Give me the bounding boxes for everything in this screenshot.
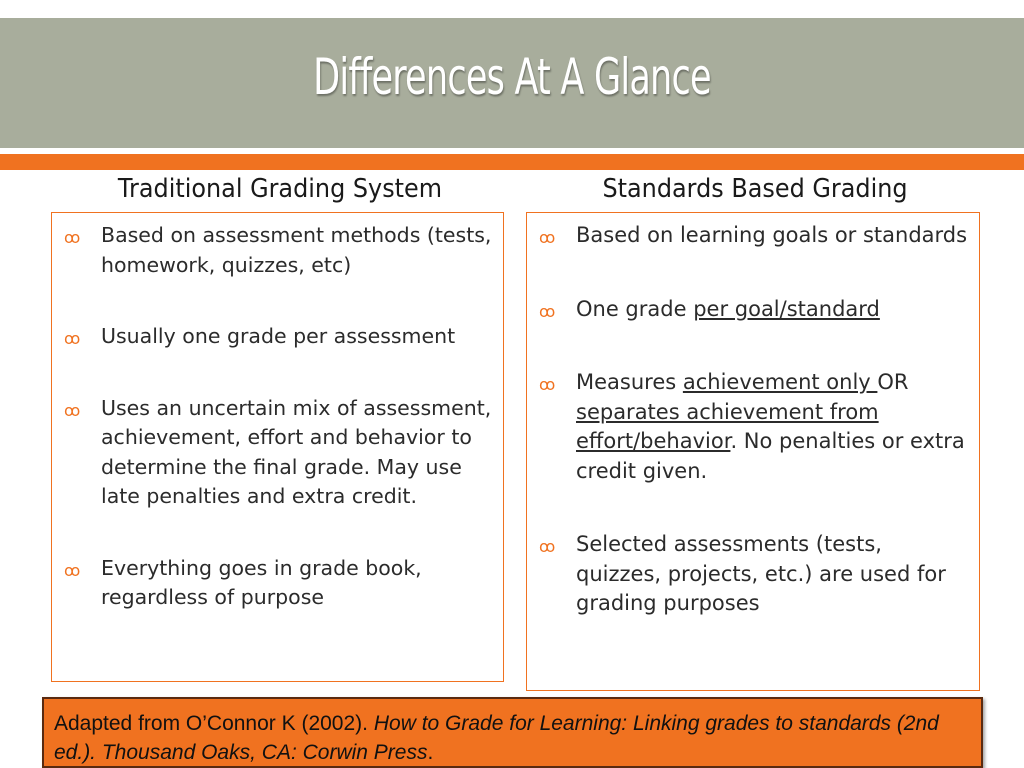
bullet-icon: ꝏ	[64, 400, 81, 420]
bullet-text: Usually one grade per assessment	[101, 324, 456, 348]
list-item	[64, 322, 495, 352]
bullet-text: Based on assessment methods (tests, homework, quizzes, etc)	[101, 223, 492, 277]
list-item	[539, 530, 971, 619]
bullet-text-suffix: . No penalties or extra credit given.	[576, 429, 965, 483]
left-column-heading: Traditional Grading System	[117, 174, 443, 204]
spacer	[64, 512, 495, 554]
citation-suffix: .	[427, 741, 434, 764]
spacer	[539, 324, 971, 368]
citation-prefix: Adapted from O’Connor K (2002).	[54, 712, 374, 735]
traditional-bullet-list	[64, 221, 495, 613]
bullet-icon: ꝏ	[64, 560, 81, 580]
bullet-icon: ꝏ	[539, 537, 556, 556]
list-item	[539, 295, 971, 325]
right-column-heading: Standards Based Grading	[602, 174, 908, 204]
bullet-text-prefix: Measures	[576, 370, 683, 394]
spacer	[64, 280, 495, 322]
bullet-icon: ꝏ	[539, 228, 556, 247]
citation-title: How to Grade for Learning: Linking grades to standards (2nd ed.). Thousand Oaks, CA: Corwin Press	[54, 712, 939, 764]
bullet-icon: ꝏ	[64, 228, 81, 247]
list-item	[539, 221, 971, 251]
bullet-text: Based on learning goals or standards	[576, 223, 968, 247]
list-item	[64, 554, 495, 613]
bullet-icon: ꝏ	[539, 301, 556, 321]
bullet-text-prefix: One grade	[576, 296, 694, 321]
list-item	[539, 368, 971, 486]
standards-grading-box	[526, 212, 980, 691]
bullet-text-mid: OR	[877, 370, 909, 394]
bullet-icon: ꝏ	[539, 375, 556, 394]
citation-box	[42, 697, 983, 768]
spacer	[64, 352, 495, 394]
traditional-grading-box	[51, 212, 504, 682]
divider-stripe-orange	[0, 154, 1024, 170]
underlined-text: achievement only	[682, 370, 878, 394]
spacer	[539, 251, 971, 295]
bullet-text: Selected assessments (tests, quizzes, projects, etc.) are used for grading purposes	[576, 532, 946, 615]
spacer	[539, 486, 971, 530]
list-item	[64, 394, 495, 512]
underlined-text: separates achievement from effort/behavior	[576, 399, 879, 453]
bullet-text: Everything goes in grade book, regardless of purpose	[101, 555, 422, 609]
underlined-text: per goal/standard	[693, 296, 880, 321]
bullet-icon: ꝏ	[64, 329, 81, 348]
list-item	[64, 221, 495, 280]
bullet-text: Uses an uncertain mix of assessment, achievement, effort and behavior to determine the final grade. May use late penalties and extra credit.	[101, 395, 492, 508]
standards-bullet-list	[539, 221, 971, 619]
slide-title: Differences At A Glance	[313, 48, 711, 106]
